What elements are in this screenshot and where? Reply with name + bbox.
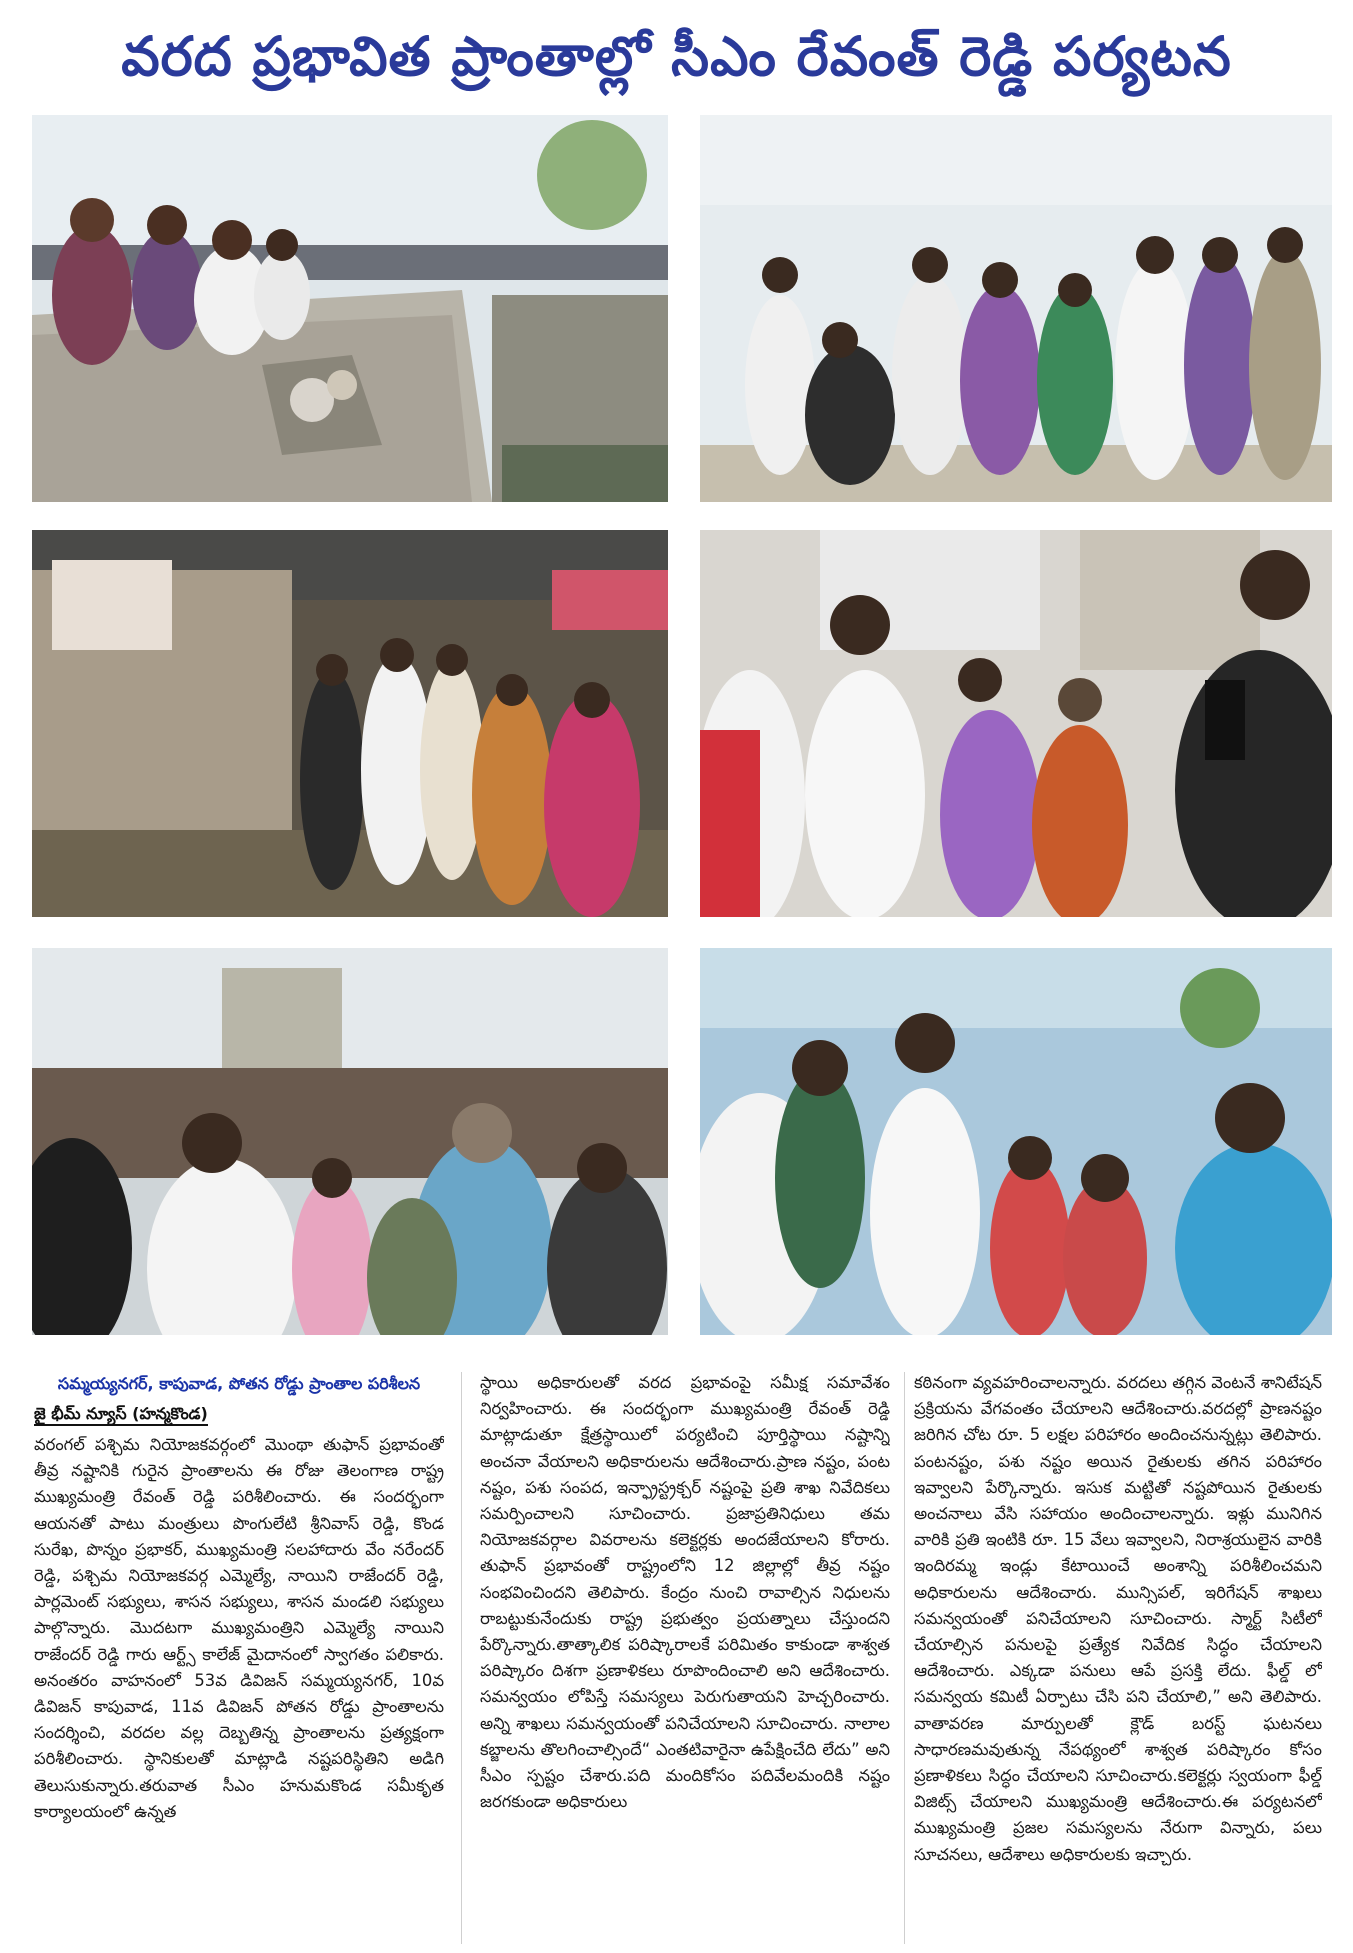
- column-divider-2: [904, 1372, 905, 1944]
- group-inspection-photo: [700, 115, 1332, 502]
- crowd-interaction-photo: [32, 948, 668, 1335]
- children-interaction-photo: [700, 948, 1332, 1335]
- article-column-3: [914, 1370, 1322, 1945]
- article-column-1: [34, 1370, 444, 1945]
- page-headline: వరద ప్రభావిత ప్రాంతాల్లో సీఎం రేవంత్ రెడ్డి పర్యటన: [121, 25, 1232, 88]
- canal-inspection-photo: [32, 115, 668, 502]
- article-subhead: సమ్మయ్యనగర్, కాపువాడ, పోతన రోడ్డు ప్రాంతాల పరిశీలన: [57, 1374, 421, 1393]
- byline-text: జై భీమ్ న్యూస్ (హన్మకొండ): [34, 1404, 208, 1426]
- column-divider-1: [461, 1372, 462, 1944]
- article-byline: [34, 1400, 444, 1428]
- article-column-2: [480, 1370, 890, 1945]
- shelter-visit-photo: [32, 530, 668, 917]
- woman-conversation-photo: [700, 530, 1332, 917]
- article-text-col1: వరంగల్ పశ్చిమ నియోజకవర్గంలో మొంథా తుఫాన్ ప్రభావంతో తీవ్ర నష్టానికి గురైన ప్రాంతాలను ఈ రోజు తెలంగాణ రాష్ట్ర ముఖ్యమంత్రి రేవంత్ రెడ్డి పరిశీలించారు. ఈ సందర్భంగా ఆయనతో పాటు మంత్రులు పొంగులేటి శ్రీనివాస్ రెడ్డి, కొండ సురేఖ, పొన్నం ప్రభాకర్, ముఖ్యమంత్రి సలహాదారు వేం నరేందర్ రెడ్డి, పశ్చిమ నియోజకవర్గ ఎమ్మెల్యే, నాయిని రాజేందర్ రెడ్డి, పార్లమెంట్ సభ్యులు, శాసన సభ్యులు, శాసన మండలి సభ్యులు పాల్గొన్నారు. మొదటగా ముఖ్యమంత్రిని ఎమ్మెల్యే నాయిని రాజేందర్ రెడ్డి గారు ఆర్ట్స్ కాలేజ్ మైదానంలో స్వాగతం పలికారు. అనంతరం వాహనంలో 53వ డివిజన్ సమ్మయ్యనగర్, 10వ డివిజన్ కాపువాడ, 11వ డివిజన్ పోతన రోడ్డు ప్రాంతాలను సందర్శించి, వరదల వల్ల దెబ్బతిన్న ప్రాంతాలను ప్రత్యక్షంగా పరిశీలించారు. స్థానికులతో మాట్లాడి నష్టపరిస్థితిని అడిగి తెలుసుకున్నారు.తరువాత సీఎం హనుమకొండ సమీకృత కార్యాలయంలో ఉన్నత: [34, 1435, 444, 1821]
- article-text-col2: స్థాయి అధికారులతో వరద ప్రభావంపై సమీక్ష సమావేశం నిర్వహించారు. ఈ సందర్భంగా ముఖ్యమంత్రి రేవంత్ రెడ్డి మాట్లాడుతూ క్షేత్రస్థాయిలో పర్యటించి పూర్తిస్థాయి నష్టాన్ని అంచనా వేయాలని అధికారులను ఆదేశించారు.ప్రాణ నష్టం, పంట నష్టం, పశు సంపద, ఇన్ఫ్రాస్ట్రక్చర్ నష్టంపై ప్రతి శాఖ నివేదికలు సమర్పించాలని సూచించారు. ప్రజాప్రతినిధులు తమ నియోజకవర్గాల వివరాలను కలెక్టర్లకు అందజేయాలని కోరారు. తుఫాన్ ప్రభావంతో రాష్ట్రంలోని 12 జిల్లాల్లో తీవ్ర నష్టం సంభవించిందని తెలిపారు. కేంద్రం నుంచి రావాల్సిన నిధులను రాబట్టుకునేందుకు రాష్ట్ర ప్రభుత్వం ప్రయత్నాలు చేస్తుందని పేర్కొన్నారు.తాత్కాలిక పరిష్కారాలకే పరిమితం కాకుండా శాశ్వత పరిష్కారం దిశగా ప్రణాళికలు రూపొందించాలి అని ఆదేశించారు. సమన్వయం లోపిస్తే సమస్యలు పెరుగుతాయని హెచ్చరించారు. అన్ని శాఖలు సమన్వయంతో పనిచేయాలని సూచించారు. నాలాల కబ్జాలను తొలగించాల్సిందే“ ఎంతటివారైనా ఉపేక్షించేది లేదు” అని సీఎం స్పష్టం చేశారు.పది మందికోసం పదివేలమందికి నష్టం జరగకుండా అధికారులు: [480, 1373, 890, 1812]
- article-text-col3: కఠినంగా వ్యవహరించాలన్నారు. వరదలు తగ్గిన వెంటనే శానిటేషన్ ప్రక్రియను వేగవంతం చేయాలని ఆదేశించారు.వరదల్లో ప్రాణనష్టం జరిగిన చోట రూ. 5 లక్షల పరిహారం అందించనున్నట్లు తెలిపారు. పంటనష్టం, పశు నష్టం అయిన రైతులకు తగిన పరిహారం ఇవ్వాలని పేర్కొన్నారు. ఇసుక మట్టితో నష్టపోయిన రైతులకు అంచనాలు వేసి సహాయం అందించాలన్నారు. ఇళ్లు మునిగిన వారికి ప్రతి ఇంటికి రూ. 15 వేలు ఇవ్వాలని, నిరాశ్రయులైన వారికి ఇందిరమ్మ ఇండ్లు కేటాయించే అంశాన్ని పరిశీలించమని అధికారులను ఆదేశించారు. మున్సిపల్, ఇరిగేషన్ శాఖలు సమన్వయంతో పనిచేయాలని సూచించారు. స్మార్ట్ సిటీలో చేయాల్సిన పనులపై ప్రత్యేక నివేదిక సిద్ధం చేయాలని ఆదేశించారు. ఎక్కడా పనులు ఆపే ప్రసక్తి లేదు. ఫీల్డ్ లో సమన్వయ కమిటీ ఏర్పాటు చేసి పని చేయాలి,” అని తెలిపారు. వాతావరణ మార్పులతో క్లౌడ్ బరస్ట్ ఘటనలు సాధారణమవుతున్న నేపథ్యంలో శాశ్వత పరిష్కారం కోసం ప్రణాళికలు సిద్ధం చేయాలని సూచించారు.కలెక్టర్లు స్వయంగా ఫీల్డ్ విజిట్స్ చేయాలని ముఖ్యమంత్రి ఆదేశించారు.ఈ పర్యటనలో ముఖ్యమంత్రి ప్రజల సమస్యలను నేరుగా విన్నారు, పలు సూచనలు, ఆదేశాలు అధికారులకు ఇచ్చారు.: [914, 1373, 1322, 1864]
